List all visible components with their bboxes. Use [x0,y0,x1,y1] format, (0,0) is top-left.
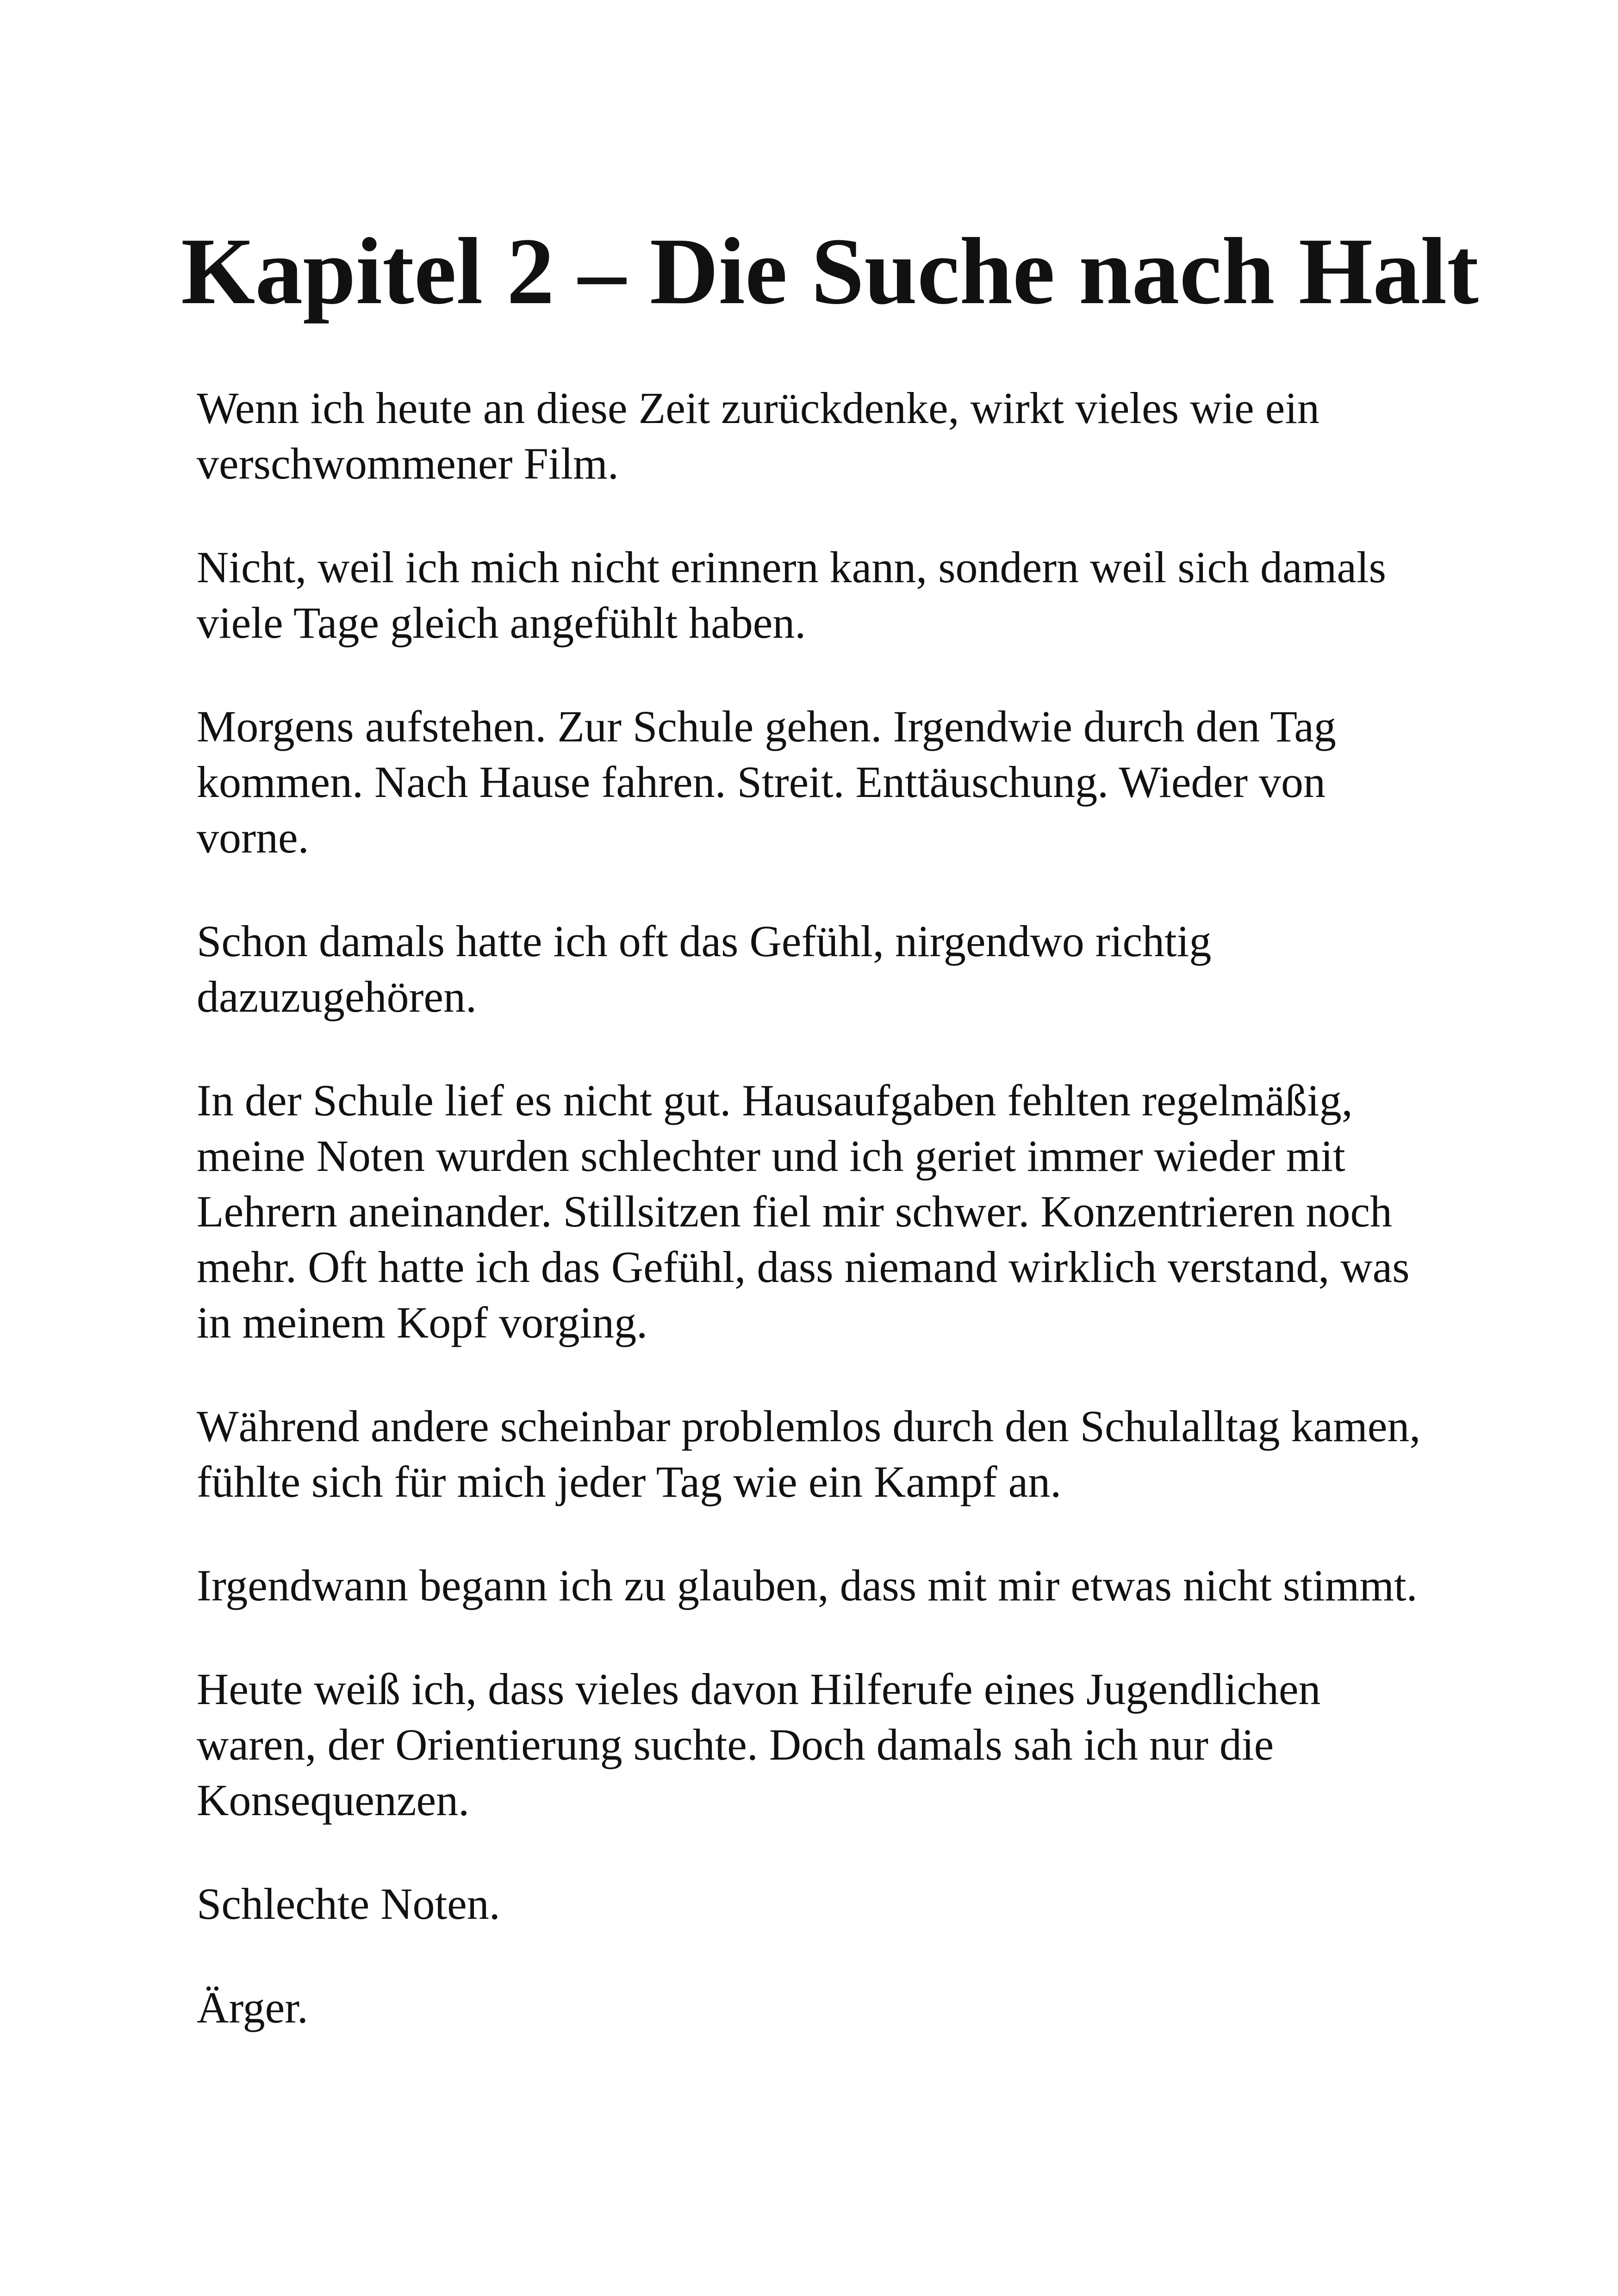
text-line: Schlechte Noten. [197,1879,500,1929]
text-line: vorne. [197,813,309,862]
text-line: fühlte sich für mich jeder Tag wie ein Kampf an. [197,1457,1062,1506]
text-line: Ärger. [197,1983,308,2032]
text-line: Wenn ich heute an diese Zeit zurückdenke, wirkt vieles wie ein [197,383,1320,433]
paragraph [197,1399,1493,1510]
text-line: Heute weiß ich, dass vieles davon Hilferufe eines Jugendlichen [197,1664,1321,1714]
paragraph [197,1876,1493,1932]
paragraph [197,914,1493,1025]
text-line: In der Schule lief es nicht gut. Hausaufgaben fehlten regelmäßig, [197,1076,1353,1125]
text-line: Konsequenzen. [197,1775,470,1825]
paragraph [197,380,1493,492]
paragraph [197,1980,1493,2035]
text-line: verschwommener Film. [197,439,619,488]
chapter-title: Kapitel 2 – Die Suche nach Halt [181,218,1479,324]
text-line: Nicht, weil ich mich nicht erinnern kann, sondern weil sich damals [197,542,1386,592]
text-line: dazuzugehören. [197,972,477,1021]
text-line: viele Tage gleich angefühlt haben. [197,598,806,647]
text-line: Schon damals hatte ich oft das Gefühl, nirgendwo richtig [197,916,1212,966]
paragraph [197,1558,1493,1613]
text-line: kommen. Nach Hause fahren. Streit. Enttäuschung. Wieder von [197,757,1326,807]
body-text [197,380,1493,2084]
text-line: waren, der Orientierung suchte. Doch damals sah ich nur die [197,1720,1274,1769]
paragraph [197,1661,1493,1828]
text-line: in meinem Kopf vorging. [197,1298,648,1347]
paragraph [197,540,1493,651]
text-line: Irgendwann begann ich zu glauben, dass mit mir etwas nicht stimmt. [197,1561,1418,1610]
text-line: mehr. Oft hatte ich das Gefühl, dass niemand wirklich verstand, was [197,1242,1410,1292]
text-line: Während andere scheinbar problemlos durch den Schulalltag kamen, [197,1401,1421,1451]
text-line: Morgens aufstehen. Zur Schule gehen. Irgendwie durch den Tag [197,702,1336,751]
text-line: Lehrern aneinander. Stillsitzen fiel mir schwer. Konzentrieren noch [197,1187,1393,1236]
text-line: meine Noten wurden schlechter und ich geriet immer wieder mit [197,1131,1345,1181]
paragraph [197,699,1493,865]
paragraph [197,1073,1493,1350]
